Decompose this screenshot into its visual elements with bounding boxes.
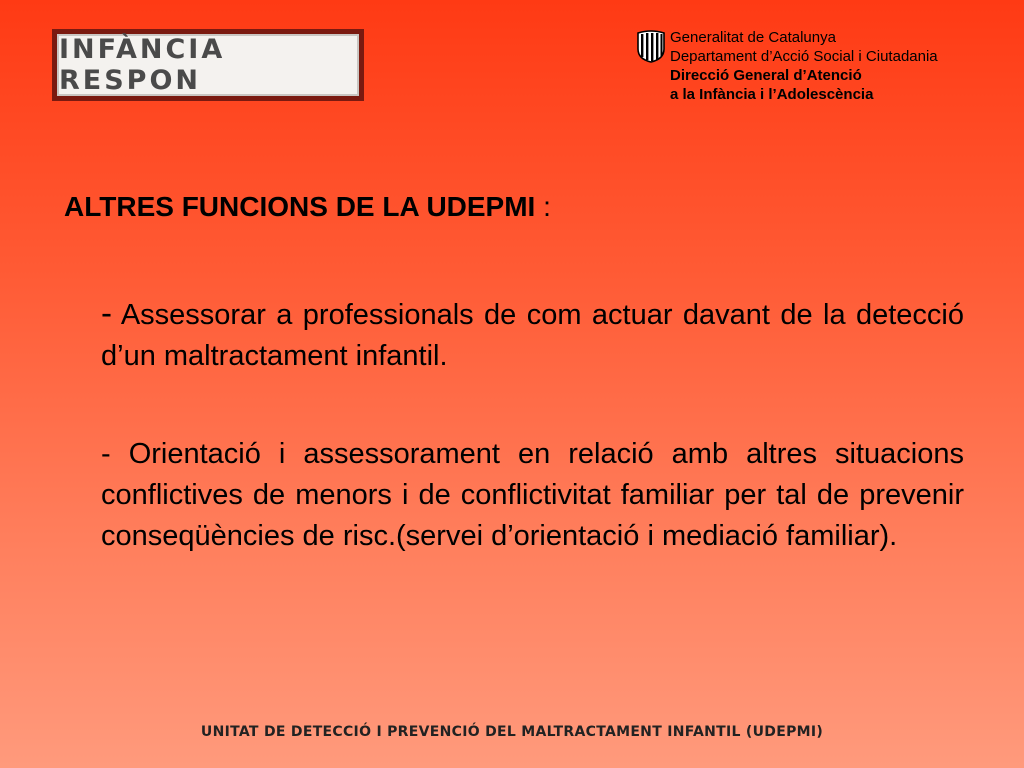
bullet-dash: -	[101, 294, 112, 331]
bullet-text: Orientació i assessorament en relació amb altres situacions conflictives de menors i de conflictivitat familiar per tal de prevenir conseqüències de risc.(servei d’orientació i mediació familiar).	[101, 438, 964, 552]
government-header	[636, 28, 981, 112]
bullet-item	[101, 434, 964, 557]
slide-heading-text: ALTRES FUNCIONS DE LA UDEPMI	[64, 191, 536, 222]
catalonia-coat-of-arms-icon	[636, 29, 666, 63]
bullet-dash: -	[101, 438, 111, 470]
footer-title: UNITAT DE DETECCIÓ I PREVENCIÓ DEL MALTRACTAMENT INFANTIL (UDEPMI)	[200, 724, 824, 740]
gov-line-childhood: a la Infància i l’Adolescència	[670, 86, 874, 103]
gov-line-department: Departament d’Acció Social i Ciutadania	[670, 48, 938, 65]
slide-heading-colon: :	[535, 191, 551, 222]
slide-heading	[64, 191, 551, 223]
gov-line-generalitat: Generalitat de Catalunya	[670, 29, 836, 46]
gov-line-directorate: Direcció General d’Atenció	[670, 67, 862, 84]
infancia-respon-logo	[52, 29, 364, 101]
bullet-item	[101, 292, 964, 377]
logo-inner-frame	[57, 34, 359, 96]
bullet-text: Assessorar a professionals de com actuar davant de la detecció d’un maltractament infantil.	[101, 299, 964, 372]
logo-text: INFÀNCIA RESPON	[59, 34, 226, 96]
